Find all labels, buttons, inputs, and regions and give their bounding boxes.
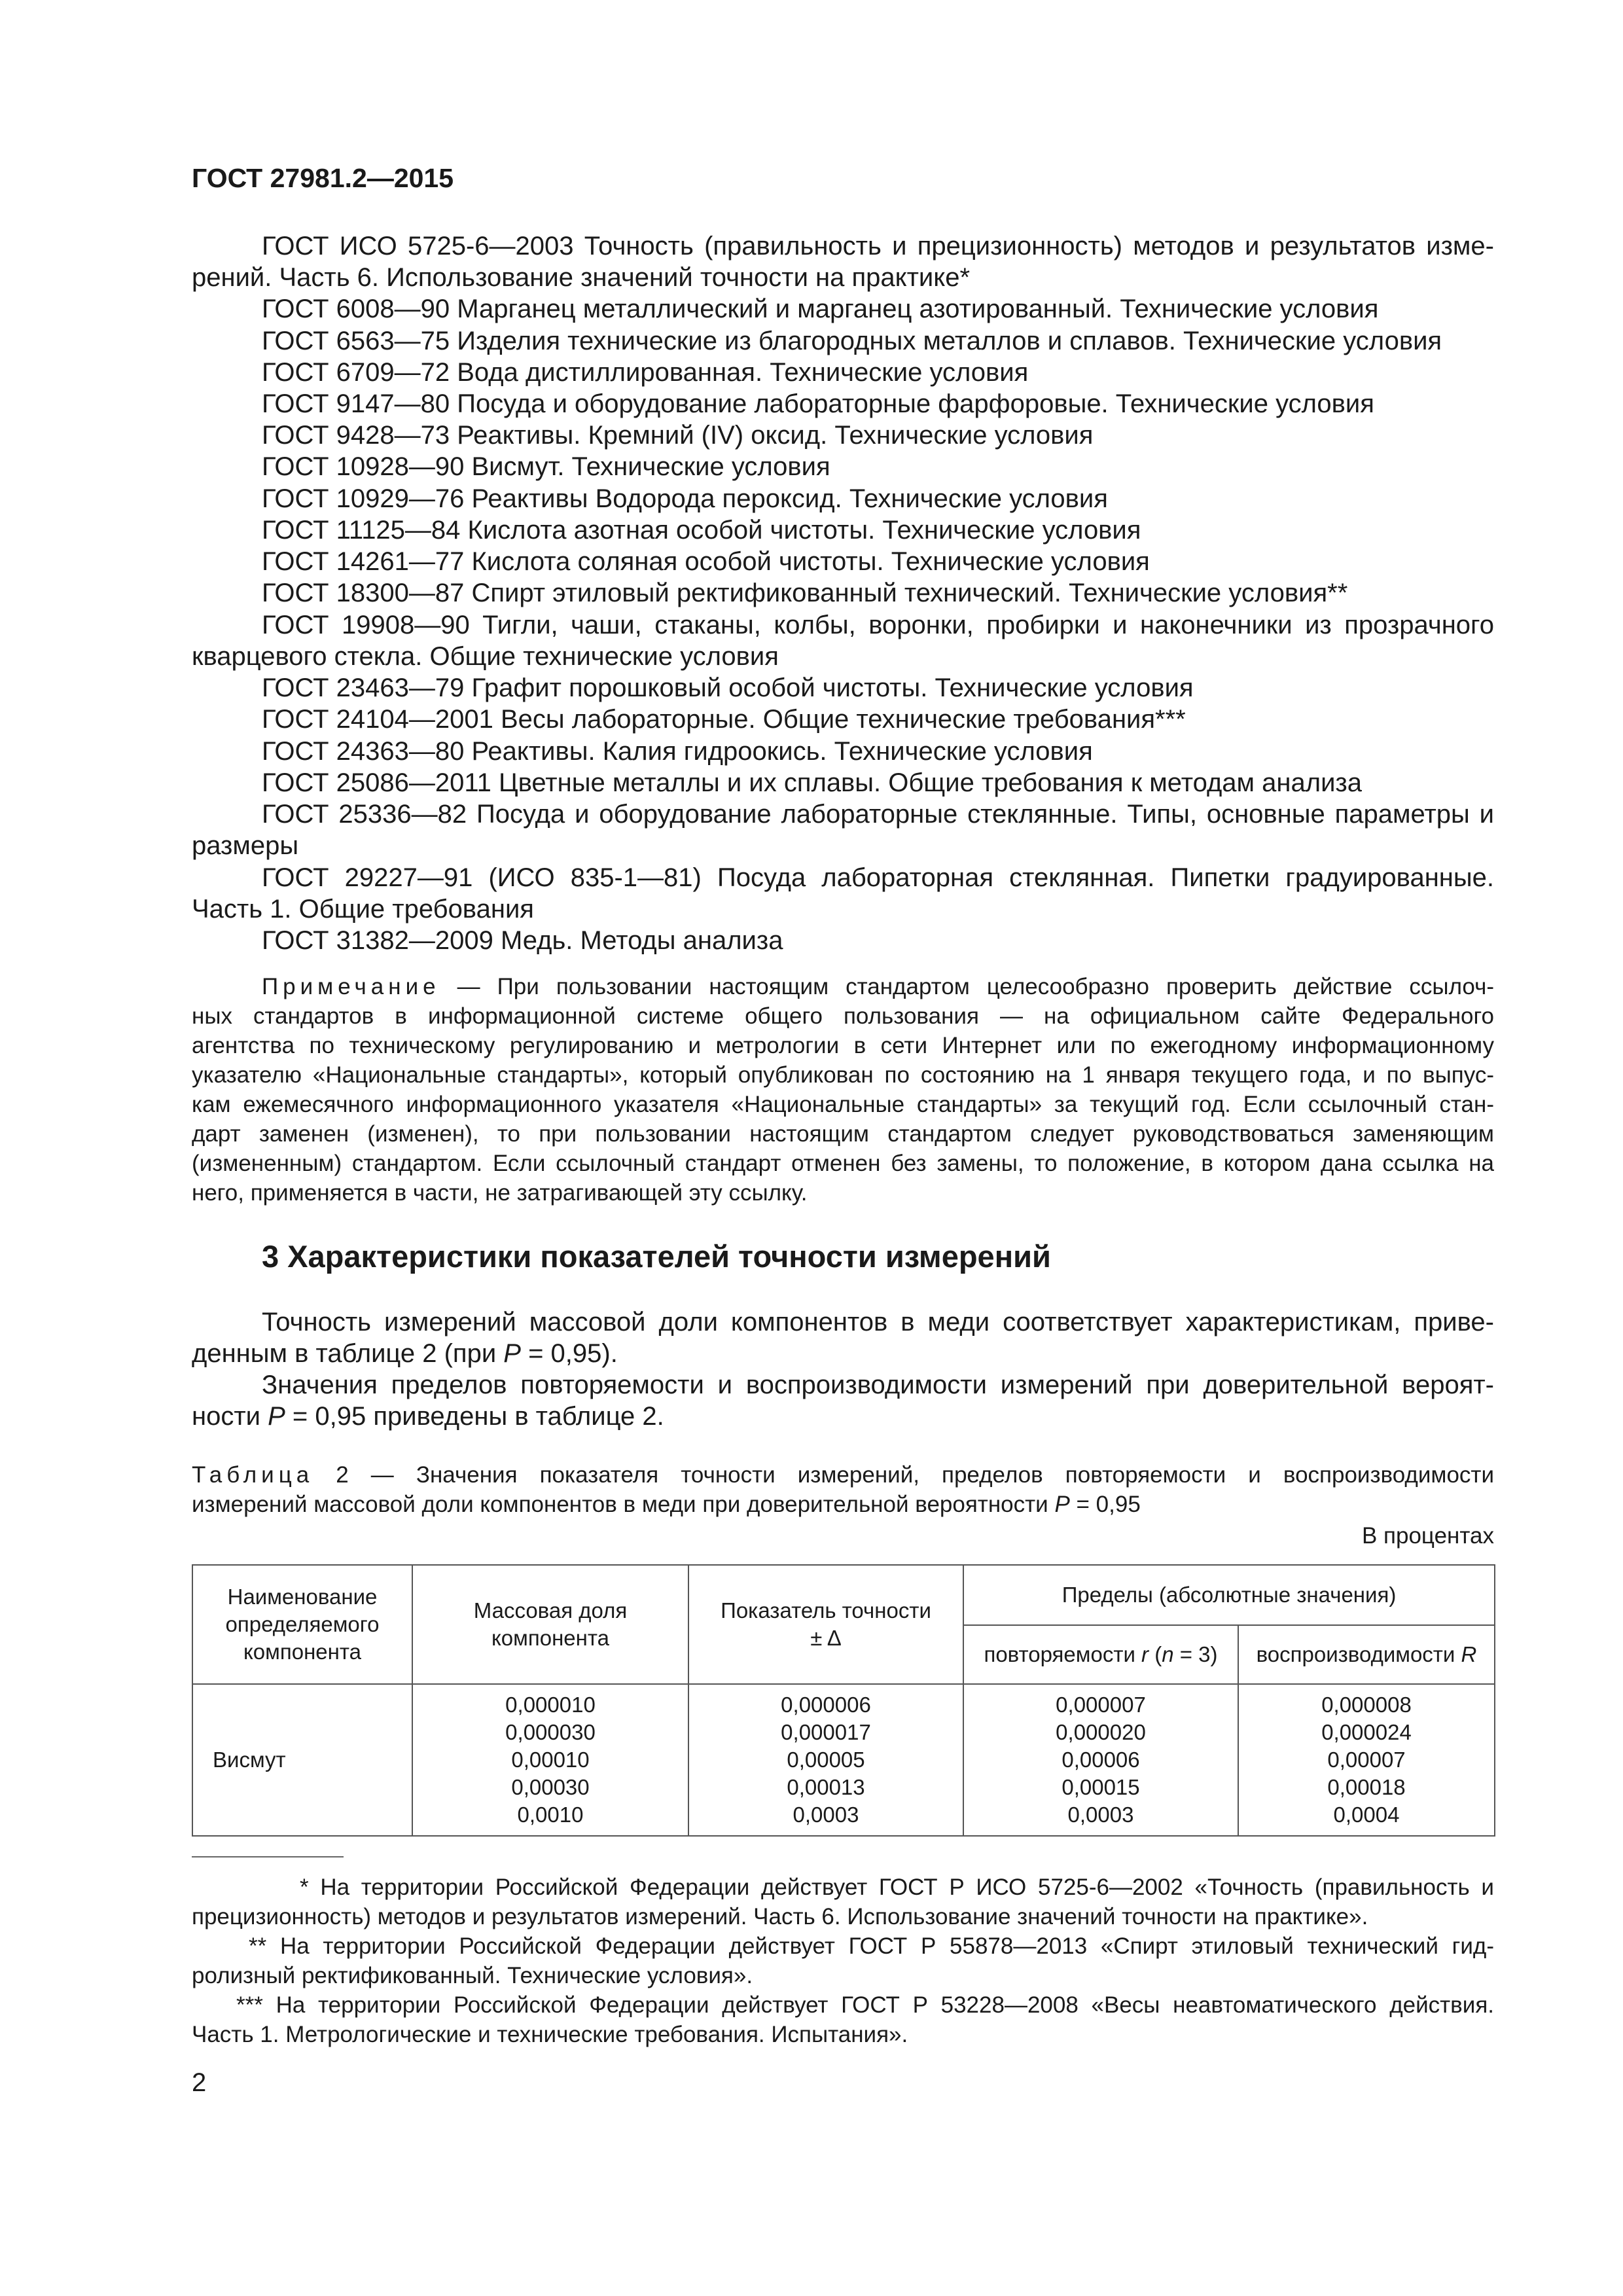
reference-line: ГОСТ ИСО 5725-6—2003 Точность (правильность и прецизионность) методов и результатов изме- (262, 232, 1494, 260)
reference-line: ГОСТ 6709—72 Вода дистиллированная. Технические условия (262, 358, 1029, 387)
header-limits: Пределы (абсолютные значения) (963, 1565, 1495, 1625)
cell-reproducibility: 0,000008 0,000024 0,00007 0,00018 0,0004 (1238, 1684, 1495, 1836)
cell-mass-fraction: 0,000010 0,000030 0,00010 0,00030 0,0010 (412, 1684, 688, 1836)
paragraph-line: денным в таблице 2 (при P = 0,95). (192, 1339, 618, 1368)
reference-line: ГОСТ 10928—90 Висмут. Технические условия (262, 452, 830, 481)
reference-line: размеры (192, 831, 299, 860)
header-repeatability: повторяемости r (n = 3) (963, 1625, 1238, 1684)
reference-line: ГОСТ 6563—75 Изделия технические из благородных металлов и сплавов. Технические условия (262, 327, 1442, 355)
cell-accuracy: 0,000006 0,000017 0,00005 0,00013 0,0003 (688, 1684, 963, 1836)
reference-line: рений. Часть 6. Использование значений точности на практике* (192, 263, 971, 292)
reference-line: Часть 1. Общие требования (192, 895, 534, 924)
reference-line: ГОСТ 19908—90 Тигли, чаши, стаканы, колбы, воронки, пробирки и наконечники из прозрачного (262, 611, 1494, 639)
header-reproducibility: воспроизводимости R (1238, 1625, 1495, 1684)
note-label: Примечание (262, 974, 440, 999)
paragraph-line: ности P = 0,95 приведены в таблице 2. (192, 1402, 664, 1431)
accuracy-table (192, 1564, 1495, 1837)
caption-line: Таблица 2 — Значения показателя точности измерений, пределов повторяемости и воспроизводимости (192, 1462, 1494, 1488)
header-accuracy: Показатель точности ± Δ (688, 1565, 963, 1684)
reference-line: ГОСТ 25086—2011 Цветные металлы и их сплавы. Общие требования к методам анализа (262, 768, 1363, 797)
header-component: Наименование определяемого компонента (192, 1565, 412, 1684)
paragraph-line: Точность измерений массовой доли компонентов в меди соответствует характеристикам, приве- (262, 1308, 1494, 1336)
note-line: кам ежемесячного информационного указателя «Национальные стандарты» за текущий год. Если ссылочный стан- (192, 1092, 1494, 1117)
reference-line: ГОСТ 14261—77 Кислота соляная особой чистоты. Технические условия (262, 547, 1150, 576)
footnote-line: прецизионность) методов и результатов измерений. Часть 6. Использование значений точности на практике». (192, 1904, 1368, 1929)
cell-repeatability: 0,000007 0,000020 0,00006 0,00015 0,0003 (963, 1684, 1238, 1836)
footnote-line: *** На территории Российской Федерации действует ГОСТ Р 53228—2008 «Весы неавтоматического действия. (236, 1992, 1494, 2018)
note-line: ных стандартов в информационной системе общего пользования — на официальном сайте Федерального (192, 1003, 1494, 1029)
reference-line: ГОСТ 24363—80 Реактивы. Калия гидроокись. Технические условия (262, 737, 1093, 766)
reference-line: ГОСТ 24104—2001 Весы лабораторные. Общие технические требования*** (262, 705, 1186, 734)
note-line: дарт заменен (изменен), то при пользовании настоящим стандартом следует руководствоваться заменяющим (192, 1121, 1494, 1147)
reference-line: ГОСТ 9428—73 Реактивы. Кремний (IV) оксид. Технические условия (262, 421, 1094, 450)
table-row (192, 1684, 1495, 1836)
document-header: ГОСТ 27981.2—2015 (192, 163, 454, 193)
note-line: (измененным) стандартом. Если ссылочный стандарт отменен без замены, то положение, в котором дана ссылка на (192, 1151, 1494, 1176)
reference-line: ГОСТ 11125—84 Кислота азотная особой чистоты. Технические условия (262, 516, 1141, 545)
cell-component: Висмут (192, 1684, 412, 1836)
reference-line: ГОСТ 25336—82 Посуда и оборудование лабораторные стеклянные. Типы, основные параметры и (262, 800, 1494, 829)
reference-line: ГОСТ 18300—87 Спирт этиловый ректификованный технический. Технические условия** (262, 579, 1348, 607)
reference-line: ГОСТ 6008—90 Марганец металлический и марганец азотированный. Технические условия (262, 295, 1379, 323)
note-line: агентства по техническому регулированию и метрологии в сети Интернет или по ежегодному информационному (192, 1033, 1494, 1058)
note-line: него, применяется в части, не затрагивающей эту ссылку. (192, 1180, 808, 1206)
footnote-separator (192, 1856, 344, 1857)
note-line: указателю «Национальные стандарты», который опубликован по состоянию на 1 января текущего года, и по выпус- (192, 1062, 1494, 1088)
page-number: 2 (192, 2068, 207, 2097)
reference-line: ГОСТ 9147—80 Посуда и оборудование лабораторные фарфоровые. Технические условия (262, 389, 1374, 418)
footnote-line: * На территории Российской Федерации действует ГОСТ Р ИСО 5725-6—2002 «Точность (правильность и (300, 1874, 1494, 1900)
table-units: В процентах (1361, 1523, 1494, 1549)
reference-line: ГОСТ 10929—76 Реактивы Водорода пероксид. Технические условия (262, 484, 1108, 513)
reference-line: ГОСТ 23463—79 Графит порошковый особой чистоты. Технические условия (262, 673, 1194, 702)
footnote-line: Часть 1. Метрологические и технические требования. Испытания». (192, 2022, 908, 2047)
note-line: Примечание — При пользовании настоящим стандартом целесообразно проверить действие ссылоч- (262, 974, 1494, 999)
caption-label: Таблица (192, 1462, 314, 1488)
footnote-line: ролизный ректификованный. Технические условия». (192, 1963, 753, 1988)
section-title: 3 Характеристики показателей точности измерений (262, 1239, 1051, 1274)
header-mass-fraction: Массовая доля компонента (412, 1565, 688, 1684)
reference-line: ГОСТ 31382—2009 Медь. Методы анализа (262, 926, 783, 955)
caption-line: измерений массовой доли компонентов в меди при доверительной вероятности P = 0,95 (192, 1492, 1141, 1517)
reference-line: ГОСТ 29227—91 (ИСО 835-1—81) Посуда лабораторная стеклянная. Пипетки градуированные. (262, 863, 1494, 892)
paragraph-line: Значения пределов повторяемости и воспроизводимости измерений при доверительной вероят- (262, 1371, 1494, 1399)
reference-line: кварцевого стекла. Общие технические условия (192, 642, 779, 671)
footnote-line: ** На территории Российской Федерации действует ГОСТ Р 55878—2013 «Спирт этиловый технический гид- (249, 1933, 1494, 1959)
